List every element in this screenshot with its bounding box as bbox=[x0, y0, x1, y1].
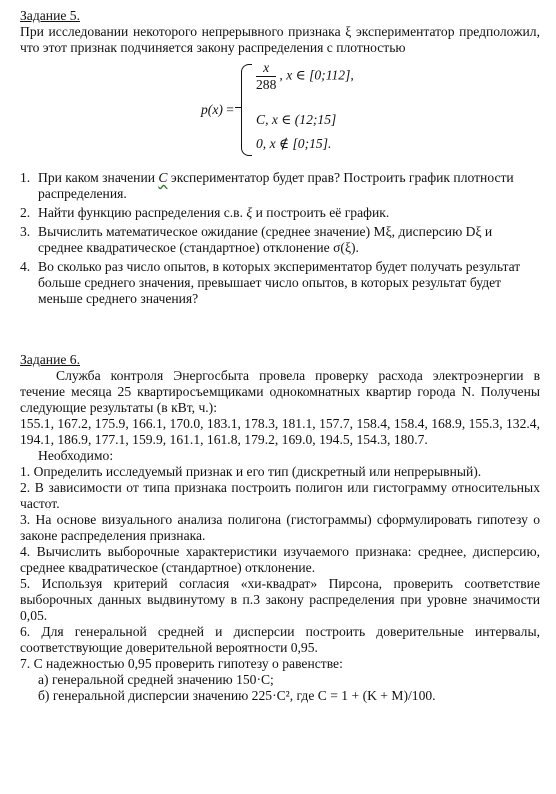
symbol-xi: ξ bbox=[246, 205, 253, 220]
document-page bbox=[20, 8, 540, 704]
item-number: 4. bbox=[20, 259, 31, 274]
fraction-numerator: x bbox=[256, 60, 276, 77]
task6-item: 2. В зависимости от типа признака построить полигон или гистограмму относительных частот. bbox=[20, 480, 540, 511]
item-text-part: экспериментатор будет прав? Построить график плотности распределения. bbox=[38, 170, 514, 201]
item-text bbox=[38, 170, 514, 201]
task5-item-1 bbox=[20, 170, 540, 202]
item-text-part: Найти функцию распределения с.в. bbox=[38, 205, 247, 220]
task5-item-4 bbox=[20, 259, 540, 307]
task6-item: 3. На основе визуального анализа полигона (гистограммы) сформулировать гипотезу о законе распределения признака. bbox=[20, 512, 540, 543]
task6-item: 4. Вычислить выборочные характеристики изучаемого признака: среднее, дисперсию, среднее квадратическое (стандартное) отклонение. bbox=[20, 544, 540, 575]
task6-item: 1. Определить исследуемый признак и его тип (дискретный или непрерывный). bbox=[20, 464, 482, 479]
task6-subitem-a: а) генеральной средней значению 150·C; bbox=[38, 672, 274, 687]
item-number: 1. bbox=[20, 170, 31, 185]
item-text-part: и построить её график. bbox=[252, 205, 390, 220]
task5-intro: При исследовании некоторого непрерывного признака ξ экспериментатор предположил, что этот признак подчиняется закону распределения с плотностью bbox=[20, 24, 540, 55]
task5-item-3 bbox=[20, 224, 540, 256]
task6-list bbox=[20, 464, 540, 704]
formula-case-1-condition: , x ∈ [0;112], bbox=[279, 67, 354, 83]
task6-need-label: Необходимо: bbox=[38, 448, 114, 463]
task5-heading: Задание 5. bbox=[20, 8, 80, 23]
formula-lhs bbox=[201, 102, 234, 118]
task6-item: 7. С надежностью 0,95 проверить гипотезу о равенстве: bbox=[20, 656, 343, 671]
formula-lhs-fn: p(x) bbox=[201, 102, 223, 117]
task6-item: 6. Для генеральной средней и дисперсии построить доверительные интервалы, соответствующие доверительной вероятности 0,95. bbox=[20, 624, 540, 655]
density-formula bbox=[20, 58, 540, 162]
task5-item-2 bbox=[20, 205, 540, 221]
task6-heading: Задание 6. bbox=[20, 352, 80, 367]
formula-case-2: C, x ∈ (12;15] bbox=[256, 112, 337, 127]
task6-item: 5. Используя критерий согласия «хи-квадрат» Пирсона, проверить соответствие выборочных данных выдвинутому в п.3 закону распределения при уровне значимости 0,05. bbox=[20, 576, 540, 623]
item-text-part: При каком значении bbox=[38, 170, 159, 185]
item-text: Вычислить математическое ожидание (среднее значение) Mξ, дисперсию Dξ и среднее квадратическое (стандартное) отклонение σ(ξ). bbox=[38, 224, 493, 255]
formula-fraction bbox=[256, 60, 276, 93]
item-text bbox=[38, 205, 389, 220]
task6-intro: Служба контроля Энергосбыта провела проверку расхода электроэнергии в течение месяца 25 квартиросъемщиками однокомнатных квартир города N. Получены следующие результаты (в кВт, ч.): bbox=[20, 368, 540, 415]
task6-subitem-b: б) генеральной дисперсии значению 225·C², где C = 1 + (K + M)/100. bbox=[38, 688, 436, 703]
fraction-denominator: 288 bbox=[256, 77, 277, 92]
task5-list bbox=[20, 170, 540, 307]
item-text: Во сколько раз число опытов, в которых экспериментатор будет получать результат больше среднего значения, превышает число опытов, в которых результат будет меньше среднего значения? bbox=[38, 259, 521, 306]
task6-data-values: 155.1, 167.2, 175.9, 166.1, 170.0, 183.1, 178.3, 181.1, 157.7, 158.4, 158.4, 168.9, 155.3, 132.4, 194.1, 186.9, 177.1, 159.9, 161.1, 161.8, 179.2, 169.0, 194.5, 154.3, 180.7. bbox=[20, 416, 540, 447]
symbol-c: C bbox=[158, 170, 168, 185]
item-number: 2. bbox=[20, 205, 31, 220]
formula-case-3: 0, x ∉ [0;15]. bbox=[256, 136, 332, 151]
item-number: 3. bbox=[20, 224, 31, 239]
formula-case-1 bbox=[256, 60, 354, 93]
section-gap bbox=[20, 310, 540, 352]
formula-lhs-eq: = bbox=[222, 102, 234, 117]
piecewise-brace bbox=[241, 64, 252, 156]
